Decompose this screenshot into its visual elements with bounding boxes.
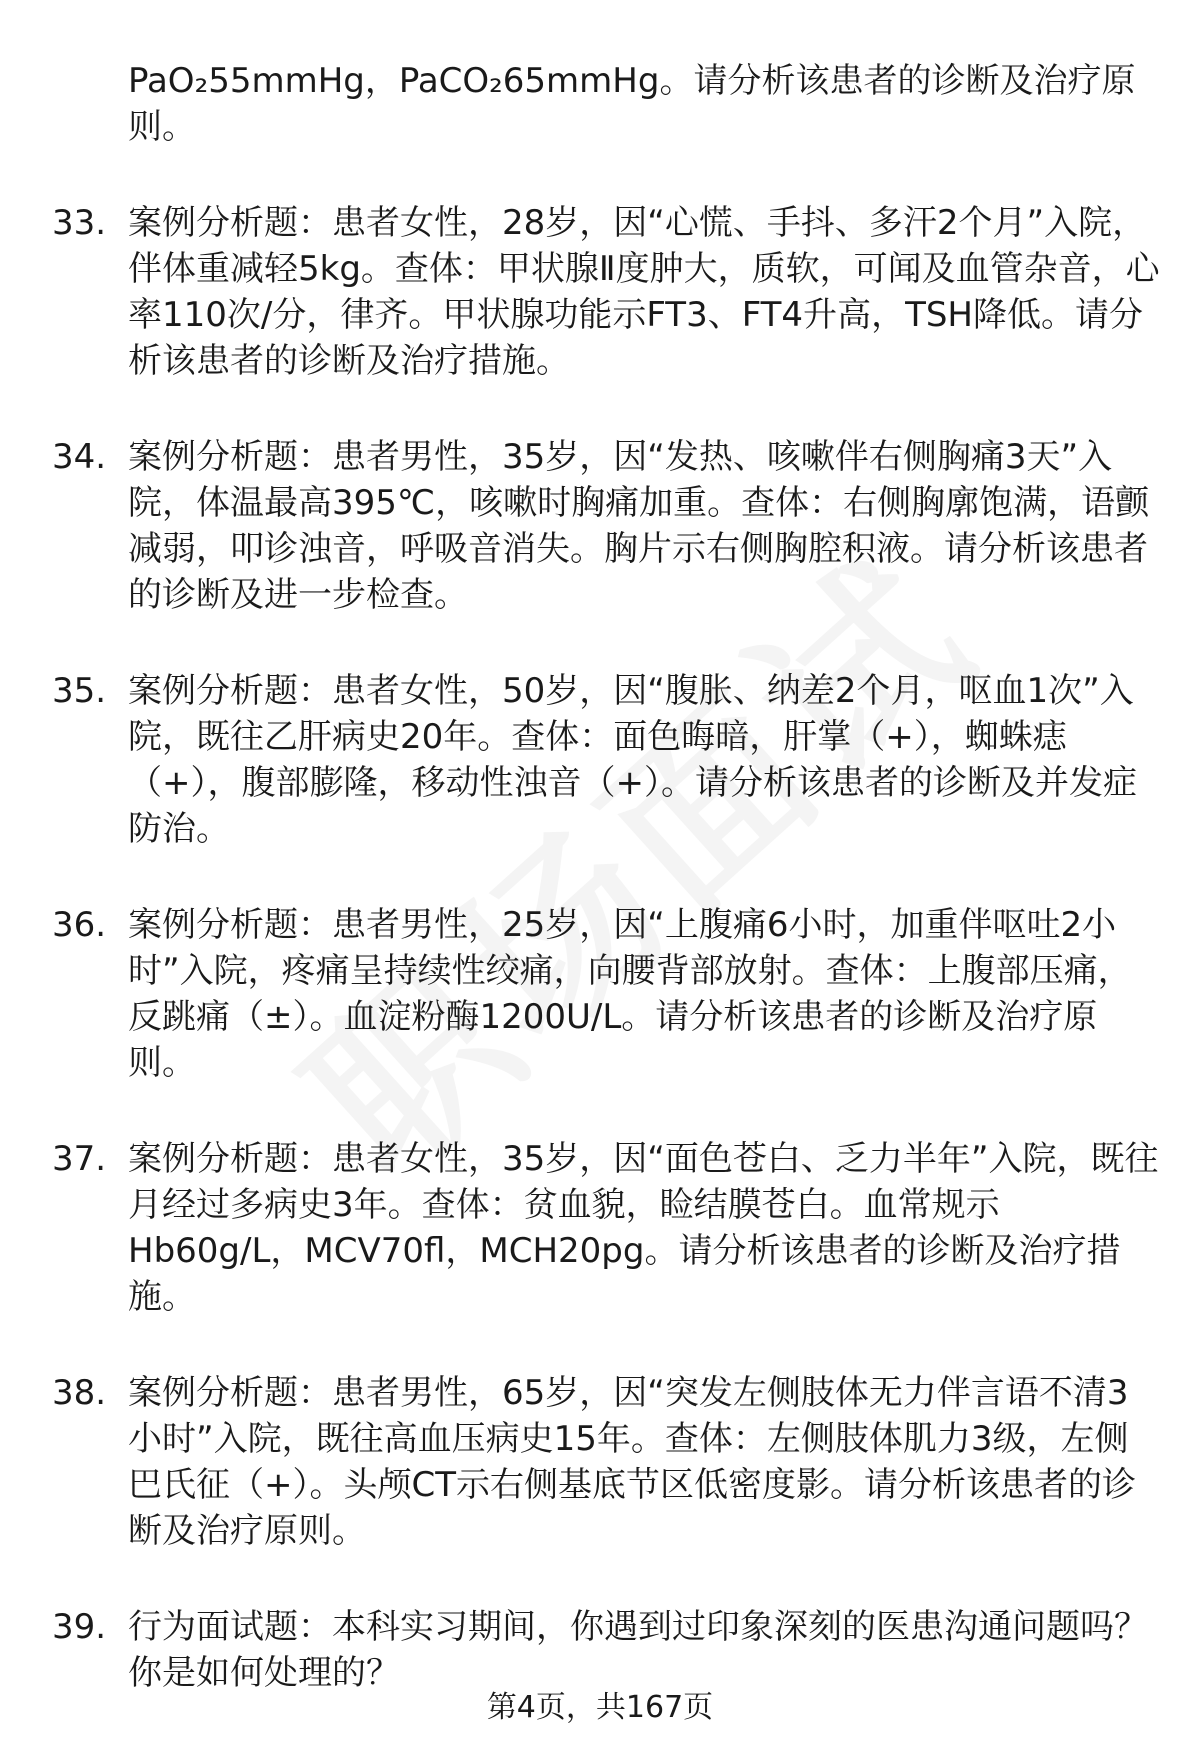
question-36 <box>52 902 1162 1086</box>
continuation-paragraph: PaO₂55mmHg，PaCO₂65mmHg。请分析该患者的诊断及治疗原则。 <box>128 61 1136 147</box>
question-text: 案例分析题：患者男性，35岁，因“发热、咳嗽伴右侧胸痛3天”入院，体温最高395℃，咳嗽时胸痛加重。查体：右侧胸廓饱满，语颤减弱，叩诊浊音，呼吸音消失。胸片示右侧胸腔积液。请分析该患者的诊断及进一步检查。 <box>128 437 1150 615</box>
question-text: 案例分析题：患者男性，65岁，因“突发左侧肢体无力伴言语不清3小时”入院，既往高血压病史15年。查体：左侧肢体肌力3级，左侧巴氏征（+）。头颅CT示右侧基底节区低密度影。请分析该患者的诊断及治疗原则。 <box>128 1373 1136 1551</box>
question-text: 案例分析题：患者女性，50岁，因“腹胀、纳差2个月，呕血1次”入院，既往乙肝病史20年。查体：面色晦暗，肝掌（+），蜘蛛痣（+），腹部膨隆，移动性浊音（+）。请分析该患者的诊断及并发症防治。 <box>128 671 1137 849</box>
question-37 <box>52 1136 1162 1320</box>
question-34 <box>52 434 1162 618</box>
question-33 <box>52 200 1162 384</box>
question-number: 37. <box>52 1139 107 1179</box>
question-text: 案例分析题：患者男性，25岁，因“上腹痛6小时，加重伴呕吐2小时”入院，疼痛呈持续性绞痛，向腰背部放射。查体：上腹部压痛，反跳痛（±）。血淀粉酶1200U/L。请分析该患者的诊断及治疗原则。 <box>128 905 1132 1083</box>
question-number: 39. <box>52 1607 107 1647</box>
question-39 <box>52 1604 1162 1696</box>
question-number: 38. <box>52 1373 107 1413</box>
question-35 <box>52 668 1162 852</box>
question-number: 34. <box>52 437 107 477</box>
question-list <box>52 58 1162 1746</box>
question-text: 案例分析题：患者女性，35岁，因“面色苍白、乏力半年”入院，既往月经过多病史3年。查体：贫血貌，睑结膜苍白。血常规示Hb60g/L，MCV70fl，MCH20pg。请分析该患者的诊断及治疗措施。 <box>128 1139 1159 1317</box>
question-text: 案例分析题：患者女性，28岁，因“心慌、手抖、多汗2个月”入院，伴体重减轻5kg。查体：甲状腺Ⅱ度肿大，质软，可闻及血管杂音，心率110次/分，律齐。甲状腺功能示FT3、FT4升高，TSH降低。请分析该患者的诊断及治疗措施。 <box>128 203 1160 381</box>
question-number: 35. <box>52 671 107 711</box>
question-number: 36. <box>52 905 107 945</box>
question-text: 行为面试题：本科实习期间，你遇到过印象深刻的医患沟通问题吗？你是如何处理的？ <box>128 1607 1148 1693</box>
question-38 <box>52 1370 1162 1554</box>
page-footer: 第4页，共167页 <box>486 1690 714 1725</box>
question-number: 33. <box>52 203 107 243</box>
